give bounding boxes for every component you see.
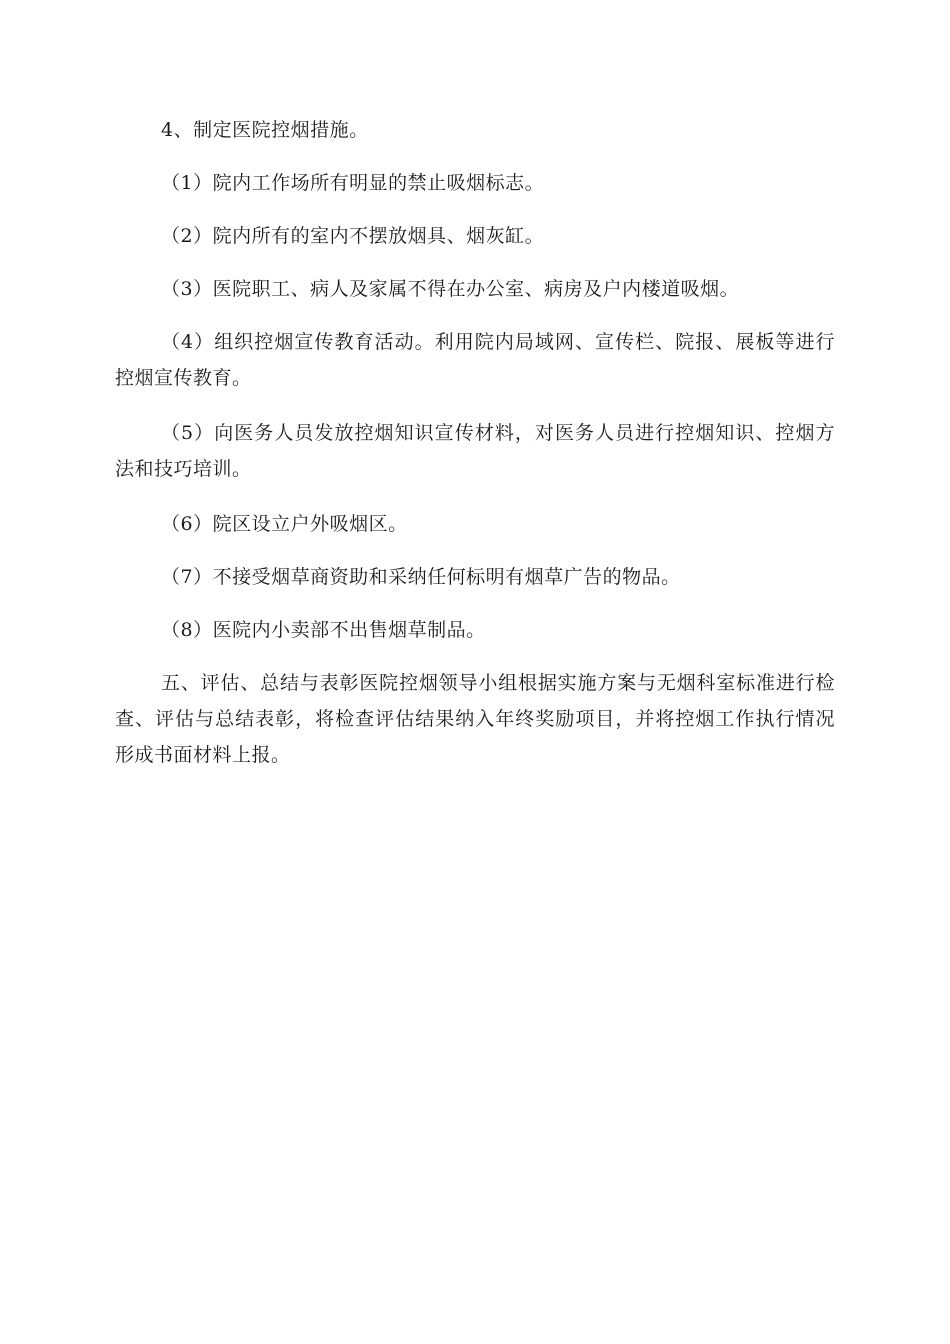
measure-item-6: （6）院区设立户外吸烟区。 [161, 513, 408, 535]
document-body [115, 112, 835, 773]
measure-item-4: （4）组织控烟宣传教育活动。利用院内局域网、宣传栏、院报、展板等进行控烟宣传教育。 [115, 331, 835, 389]
section-5-evaluation: 五、评估、总结与表彰医院控烟领导小组根据实施方案与无烟科室标准进行检查、评估与总结表彰，将检查评估结果纳入年终奖励项目，并将控烟工作执行情况形成书面材料上报。 [115, 672, 835, 766]
measure-item-1: （1）院内工作场所有明显的禁止吸烟标志。 [161, 172, 545, 194]
measure-item-5: （5）向医务人员发放控烟知识宣传材料，对医务人员进行控烟知识、控烟方法和技巧培训。 [115, 422, 835, 480]
section-heading-4: 4、制定医院控烟措施。 [161, 119, 369, 141]
measure-item-7: （7）不接受烟草商资助和采纳任何标明有烟草广告的物品。 [161, 566, 681, 588]
measure-item-8: （8）医院内小卖部不出售烟草制品。 [161, 619, 486, 641]
measure-item-3: （3）医院职工、病人及家属不得在办公室、病房及户内楼道吸烟。 [161, 278, 740, 300]
measure-item-2: （2）院内所有的室内不摆放烟具、烟灰缸。 [161, 225, 545, 247]
